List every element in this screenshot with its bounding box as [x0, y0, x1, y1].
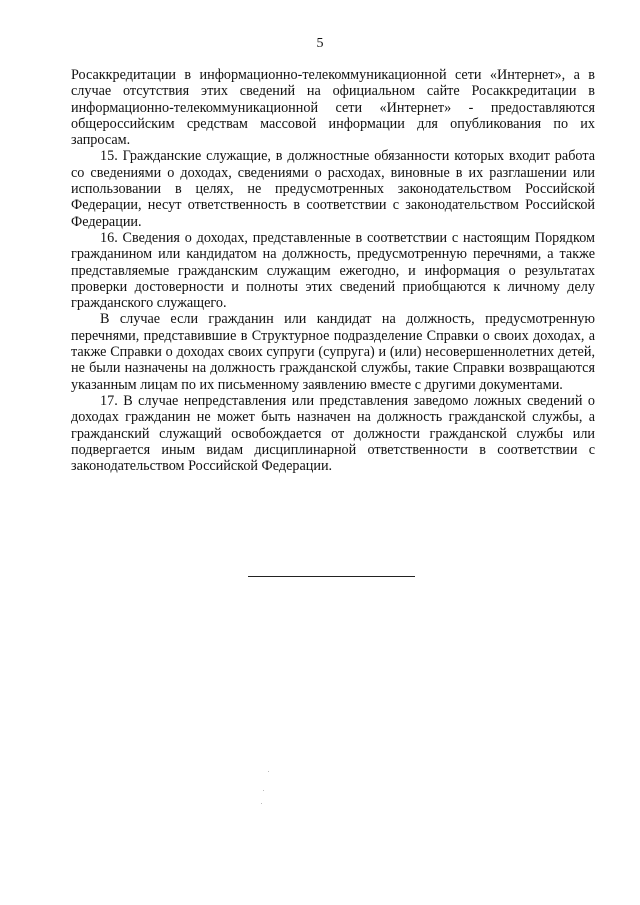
paragraph-item-15: 15. Гражданские служащие, в должностные обязанности которых входит работа со сведениями о доходах, сведениями о расходах, виновные в их разглашении или использовании в целях, не предусмотренных законодательством Российской Федерации, несут ответственность в соответствии с законодательством Российской Федерации. [71, 148, 595, 230]
scan-speck [268, 771, 269, 772]
paragraph-continuation: Росаккредитации в информационно-телекоммуникационной сети «Интернет», а в случае отсутствия этих сведений на официальном сайте Росаккредитации в информационно-телекоммуникационной сети «Интернет» - предоставляются общероссийским средствам массовой информации для опубликования по их запросам. [71, 67, 595, 149]
document-body [71, 67, 595, 474]
paragraph-item-16-continued: В случае если гражданин или кандидат на должность, предусмотренную перечнями, представившие в Структурное подразделение Справки о своих доходах, а также Справки о доходах своих супруги (супруга) и (или) несовершеннолетних детей, не были назначены на должность гражданской службы, такие Справки возвращаются указанным лицам по их письменному заявлению вместе с другими документами. [71, 311, 595, 393]
paragraph-item-16: 16. Сведения о доходах, представленные в соответствии с настоящим Порядком гражданином или кандидатом на должность, предусмотренную перечнями, а также представляемые гражданским служащим ежегодно, и информация о результатах проверки достоверности и полноты этих сведений приобщаются к личному делу гражданского служащего. [71, 229, 595, 312]
scan-speck [261, 803, 262, 804]
scan-speck [263, 790, 264, 791]
page-number: 5 [316, 36, 324, 51]
end-of-text-rule [248, 576, 415, 577]
paragraph-item-17: 17. В случае непредставления или представления заведомо ложных сведений о доходах гражданин не может быть назначен на должность гражданской службы, а гражданский служащий освобождается от должности гражданской службы или подвергается иным видам дисциплинарной ответственности в соответствии с законодательством Российской Федерации. [71, 392, 595, 475]
